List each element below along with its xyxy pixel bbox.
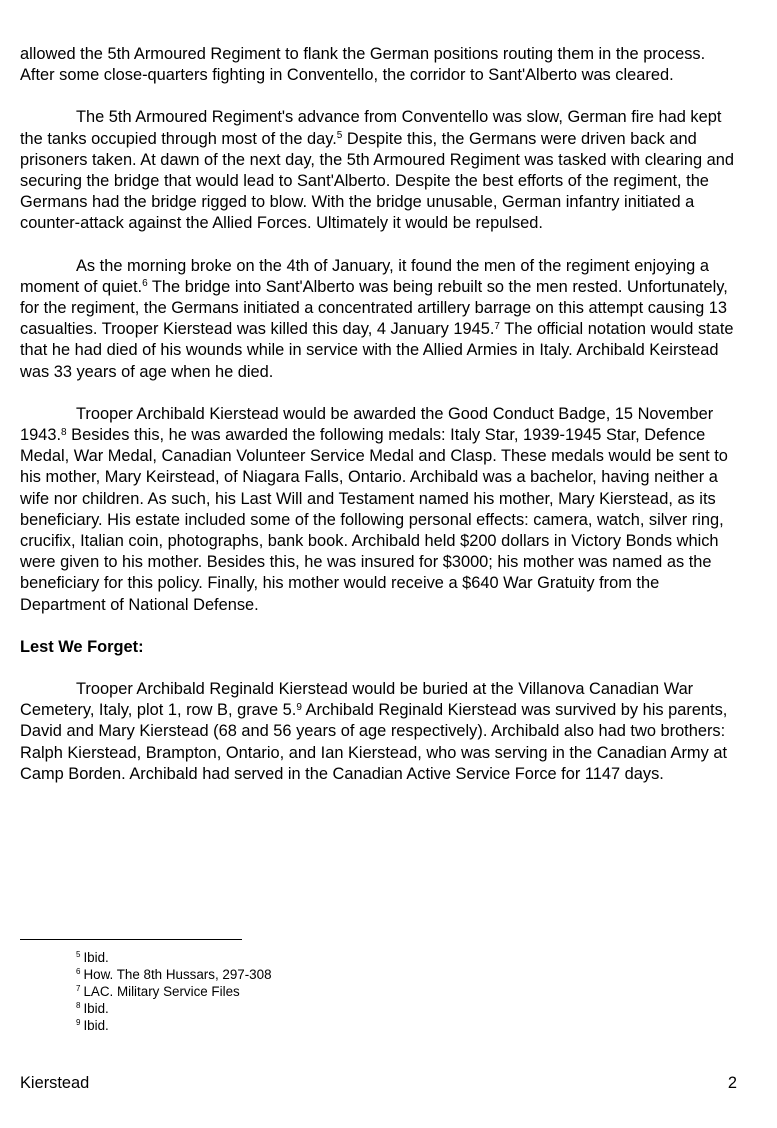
paragraph-text: Trooper Archibald Kierstead would be awarded the Good Conduct Badge, 15 November 1943.	[20, 404, 714, 445]
footer-author: Kierstead	[20, 1074, 90, 1092]
footnote-number: 9	[76, 1017, 81, 1027]
paragraph-p4	[20, 404, 736, 616]
footnote-ref[interactable]: 6	[142, 278, 148, 290]
footnote-text: LAC. Military Service Files	[83, 984, 240, 999]
footnote-separator	[20, 939, 242, 940]
paragraph-p2	[20, 107, 736, 234]
paragraph-p3	[20, 256, 736, 383]
document-body	[20, 44, 736, 806]
footnote-ref[interactable]: 8	[61, 426, 67, 438]
footnote-ref[interactable]: 9	[296, 701, 302, 713]
paragraph-p1	[20, 44, 736, 86]
paragraphs	[20, 44, 736, 616]
footnote-item	[76, 1000, 272, 1017]
footnote-text: How. The 8th Hussars, 297-308	[83, 967, 272, 982]
footnote-text: Ibid.	[83, 1018, 109, 1033]
page-number: 2	[727, 1074, 737, 1092]
section-heading: Lest We Forget:	[20, 637, 144, 656]
footnote-number: 8	[76, 1000, 81, 1010]
footnotes	[76, 949, 272, 1034]
paragraph-text: Despite this, the Germans were driven back and prisoners taken. At dawn of the next day, the 5th Armoured Regiment was tasked with clearing and securing the bridge that would lead to Sant'Alberto. Despite the best efforts of the regiment, the Germans had the bridge rigged to blow. With the bridge unusable, German infantry initiated a counter-attack against the Allied Forces. Ultimately it would be repulsed.	[20, 129, 734, 233]
footnote-item	[76, 983, 272, 1000]
closing-paragraphs	[20, 679, 736, 785]
paragraph-text: Trooper Archibald Reginald Kierstead would be buried at the Villanova Canadian War Cemetery, Italy, plot 1, row B, grave 5.	[20, 680, 694, 720]
paragraph-p5	[20, 679, 736, 785]
footnote-item	[76, 1017, 272, 1034]
paragraph-text: The 5th Armoured Regiment's advance from Conventello was slow, German fire had kept the tanks occupied through most of the day.	[20, 108, 722, 148]
paragraph-text: allowed the 5th Armoured Regiment to flank the German positions routing them in the process. After some close-quarters fighting in Conventello, the corridor to Sant'Alberto was cleared.	[20, 45, 706, 85]
footnote-ref[interactable]: 7	[494, 320, 500, 332]
paragraph-text: The official notation would state that he had died of his wounds while in service with the Allied Armies in Italy. Archibald Keirstead was 33 years of age when he died.	[20, 320, 734, 381]
paragraph-text: The bridge into Sant'Alberto was being rebuilt so the men rested. Unfortunately, for the regiment, the Germans initiated a concentrated artillery barrage on this attempt causing 13 casualties. Trooper Kierstead was killed this day, 4 January 1945.	[20, 277, 728, 339]
footnote-number: 7	[76, 983, 81, 993]
footnote-item	[76, 966, 272, 983]
paragraph-text: As the morning broke on the 4th of January, it found the men of the regiment enjoying a moment of quiet.	[20, 256, 709, 296]
footnote-number: 6	[76, 966, 81, 976]
paragraph-text: Besides this, he was awarded the following medals: Italy Star, 1939-1945 Star, Defence Medal, War Medal, Canadian Volunteer Service Medal and Clasp. These medals would be sent to his mother, Mary Keirstead, of Niagara Falls, Ontario. Archibald was a bachelor, having neither a wife nor children. As such, his Last Will and Testament named his mother, Mary Kierstead, as its beneficiary. His estate included some of the following personal effects: camera, watch, silver ring, crucifix, Italian coin, photographs, bank book. Archibald held $200 dollars in Victory Bonds which were given to his mother. Besides this, he was insured for $3000; his mother was named as the beneficiary for this policy. Finally, his mother would receive a $640 War Gratuity from the Department of National Defense.	[20, 426, 728, 614]
footnote-text: Ibid.	[83, 950, 109, 965]
paragraph-text: Archibald Reginald Kierstead was survived by his parents, David and Mary Kierstead (68 and 56 years of age respectively). Archibald also had two brothers: Ralph Kierstead, Brampton, Ontario, and Ian Kierstead, who was serving in the Canadian Army at Camp Borden. Archibald had served in the Canadian Active Service Force for 1147 days.	[20, 701, 728, 783]
footnote-text: Ibid.	[83, 1001, 109, 1016]
footnote-ref[interactable]: 5	[336, 130, 343, 142]
footnote-item	[76, 949, 272, 966]
footnote-number: 5	[76, 949, 81, 959]
